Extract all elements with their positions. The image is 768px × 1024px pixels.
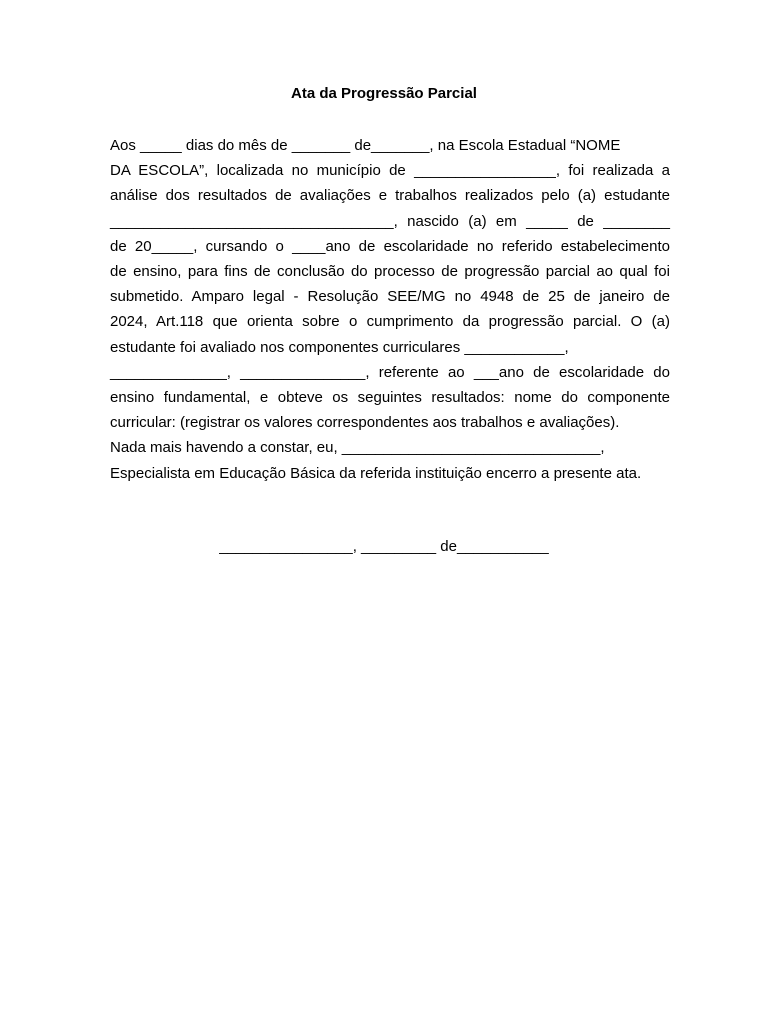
paragraph-line: ______________, _______________, referente ao ___ano de escolaridade do xyxy=(110,363,670,381)
document-title: Ata da Progressão Parcial xyxy=(291,85,477,102)
paragraph-line: Aos _____ dias do mês de _______ de_______, na Escola Estadual “NOME xyxy=(110,137,621,154)
paragraph-line: submetido. Amparo legal - Resolução SEE/MG no 4948 de 25 de janeiro de xyxy=(110,288,670,306)
paragraph-line: __________________________________, nascido (a) em _____ de ________ xyxy=(110,212,670,230)
paragraph-line: de 20_____, cursando o ____ano de escolaridade no referido estabelecimento xyxy=(110,237,670,255)
paragraph-line: estudante foi avaliado nos componentes curriculares ____________, xyxy=(110,338,569,356)
paragraph-line: DA ESCOLA”, localizada no município de _________________, foi realizada a xyxy=(110,162,670,180)
paragraph-line: ensino fundamental, e obteve os seguintes resultados: nome do componente xyxy=(110,389,670,407)
paragraph-line: 2024, Art.118 que orienta sobre o cumprimento da progressão parcial. O (a) xyxy=(110,313,670,331)
paragraph-line: Especialista em Educação Básica da referida instituição encerro a presente ata. xyxy=(110,464,642,482)
document-paragraph xyxy=(110,133,670,486)
signature-date-line: ________________, _________ de___________ xyxy=(219,538,549,555)
paragraph-line: de ensino, para fins de conclusão do processo de progressão parcial ao qual foi xyxy=(110,263,670,281)
paragraph-line: Nada mais havendo a constar, eu, _______________________________, xyxy=(110,439,605,457)
paragraph-line: análise dos resultados de avaliações e trabalhos realizados pelo (a) estudante xyxy=(110,187,670,205)
paragraph-line: curricular: (registrar os valores correspondentes aos trabalhos e avaliações). xyxy=(110,414,620,432)
